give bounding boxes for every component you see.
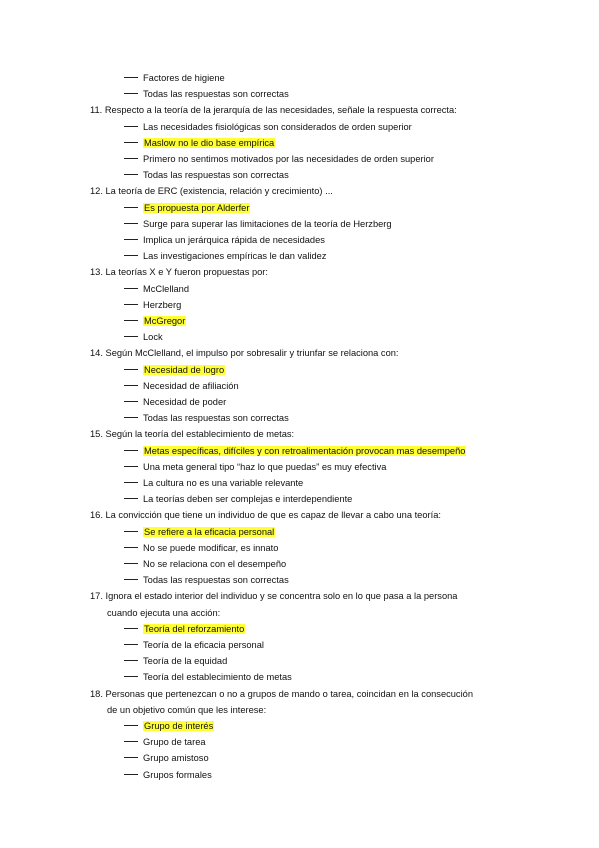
answer-option: [124, 169, 289, 182]
answer-option: [124, 558, 286, 571]
answer-option: [124, 218, 392, 231]
answer-text: Grupo de tarea: [143, 737, 206, 748]
dash-bullet-icon: [124, 174, 138, 175]
answer-option: [124, 623, 245, 636]
dash-bullet-icon: [124, 547, 138, 548]
dash-bullet-icon: [124, 93, 138, 94]
dash-bullet-icon: [124, 336, 138, 337]
question-continuation: de un objetivo común que les interese:: [107, 704, 267, 715]
dash-bullet-icon: [124, 369, 138, 370]
answer-text: Teoría de la equidad: [143, 656, 228, 667]
answer-option: [124, 542, 278, 555]
answer-text: Surge para superar las limitaciones de la teoría de Herzberg: [143, 218, 392, 229]
question-text: 18. Personas que pertenezcan o no a grupos de mando o tarea, coincidan en la consecución: [90, 688, 473, 699]
answer-text: Teoría del establecimiento de metas: [143, 672, 292, 683]
dash-bullet-icon: [124, 223, 138, 224]
question-text: 13. La teorías X e Y fueron propuestas por:: [90, 267, 268, 278]
highlighted-answer-text: Maslow no le dio base empírica: [144, 137, 275, 148]
answer-option: [124, 283, 189, 296]
dash-bullet-icon: [124, 482, 138, 483]
answer-text: Primero no sentimos motivados por las necesidades de orden superior: [143, 154, 434, 164]
answer-option: [124, 655, 227, 668]
answer-option: [124, 396, 226, 409]
answer-option: [124, 250, 326, 263]
question-text: 17. Ignora el estado interior del individuo y se concentra solo en lo que pasa a la persona: [90, 591, 458, 602]
dash-bullet-icon: [124, 466, 138, 467]
answer-text: Implica un jerárquica rápida de necesidades: [143, 235, 325, 245]
question-continuation: cuando ejecuta una acción:: [107, 607, 221, 618]
answer-option: [124, 364, 225, 377]
answer-option: [124, 202, 250, 215]
answer-option: [124, 331, 163, 344]
question-text: 11. Respecto a la teoría de la jerarquía de las necesidades, señale la respuesta correcta:: [90, 105, 457, 116]
question-text: 15. Según la teoría del establecimiento de metas:: [90, 429, 295, 440]
answer-text: Necesidad de afiliación: [143, 380, 239, 391]
answer-text: McClelland: [143, 283, 189, 294]
answer-option: [124, 477, 303, 490]
dash-bullet-icon: [124, 77, 138, 78]
answer-option: [124, 526, 275, 539]
answer-option: [124, 153, 434, 166]
answer-option: [124, 299, 181, 312]
answer-text: Todas las respuestas son correctas: [143, 575, 289, 586]
dash-bullet-icon: [124, 644, 138, 645]
answer-text: Lock: [143, 332, 163, 343]
dash-bullet-icon: [124, 126, 138, 127]
highlighted-answer-text: Metas específicas, difíciles y con retroalimentación provocan mas desempeño: [144, 445, 466, 456]
dash-bullet-icon: [124, 401, 138, 402]
dash-bullet-icon: [124, 725, 138, 726]
answer-text: Herzberg: [143, 299, 182, 310]
dash-bullet-icon: [124, 774, 138, 775]
answer-option: [124, 121, 412, 134]
answer-option: [124, 769, 212, 782]
answer-option: [124, 720, 214, 733]
answer-text: Grupos formales: [143, 769, 212, 780]
answer-option: [124, 752, 209, 765]
answer-text: Todas las respuestas son correctas: [143, 170, 289, 181]
dash-bullet-icon: [124, 498, 138, 499]
question-text: 16. La convicción que tiene un individuo de que es capaz de llevar a cabo una teoría:: [90, 510, 441, 521]
dash-bullet-icon: [124, 158, 138, 159]
answer-text: Factores de higiene: [143, 73, 225, 83]
dash-bullet-icon: [124, 288, 138, 289]
answer-option: [124, 671, 292, 684]
highlighted-answer-text: Necesidad de logro: [144, 364, 225, 375]
highlighted-answer-text: Grupo de interés: [144, 721, 214, 731]
answer-option: [124, 315, 186, 328]
dash-bullet-icon: [124, 207, 138, 208]
answer-option: [124, 639, 264, 652]
answer-option: [124, 88, 289, 101]
answer-text: No se puede modificar, es innato: [143, 542, 279, 553]
answer-text: Una meta general tipo “haz lo que puedas” es muy efectiva: [143, 461, 387, 472]
answer-text: Teoría de la eficacia personal: [143, 640, 264, 650]
dash-bullet-icon: [124, 320, 138, 321]
question-text: 14. Según McClelland, el impulso por sobresalir y triunfar se relaciona con:: [90, 348, 399, 359]
answer-text: La cultura no es una variable relevante: [143, 478, 304, 488]
dash-bullet-icon: [124, 741, 138, 742]
answer-option: [124, 137, 275, 150]
answer-option: [124, 412, 289, 425]
answer-text: Grupo amistoso: [143, 753, 209, 764]
dash-bullet-icon: [124, 676, 138, 677]
question-text: 12. La teoría de ERC (existencia, relación y crecimiento) ...: [90, 186, 333, 197]
answer-option: [124, 72, 225, 85]
dash-bullet-icon: [124, 142, 138, 143]
answer-option: [124, 380, 239, 393]
dash-bullet-icon: [124, 239, 138, 240]
highlighted-answer-text: Se refiere a la eficacia personal: [144, 526, 275, 537]
dash-bullet-icon: [124, 255, 138, 256]
answer-text: No se relaciona con el desempeño: [143, 559, 287, 569]
answer-text: Las investigaciones empíricas le dan validez: [143, 251, 327, 262]
dash-bullet-icon: [124, 304, 138, 305]
answer-option: [124, 445, 466, 458]
answer-option: [124, 461, 386, 474]
answer-option: [124, 493, 352, 506]
answer-option: [124, 736, 206, 749]
highlighted-answer-text: Es propuesta por Alderfer: [144, 202, 250, 213]
answer-text: Todas las respuestas son correctas: [143, 89, 289, 100]
highlighted-answer-text: McGregor: [144, 316, 186, 326]
dash-bullet-icon: [124, 563, 138, 564]
dash-bullet-icon: [124, 417, 138, 418]
highlighted-answer-text: Teoría del reforzamiento: [144, 623, 245, 634]
dash-bullet-icon: [124, 660, 138, 661]
dash-bullet-icon: [124, 579, 138, 580]
answer-option: [124, 574, 289, 587]
answer-option: [124, 234, 325, 247]
answer-text: La teorías deben ser complejas e interdependiente: [143, 494, 353, 505]
answer-text: Necesidad de poder: [143, 397, 227, 407]
dash-bullet-icon: [124, 531, 138, 532]
dash-bullet-icon: [124, 757, 138, 758]
dash-bullet-icon: [124, 628, 138, 629]
answer-text: Todas las respuestas son correctas: [143, 413, 289, 424]
dash-bullet-icon: [124, 450, 138, 451]
answer-text: Las necesidades fisiológicas son considerados de orden superior: [143, 121, 412, 132]
dash-bullet-icon: [124, 385, 138, 386]
